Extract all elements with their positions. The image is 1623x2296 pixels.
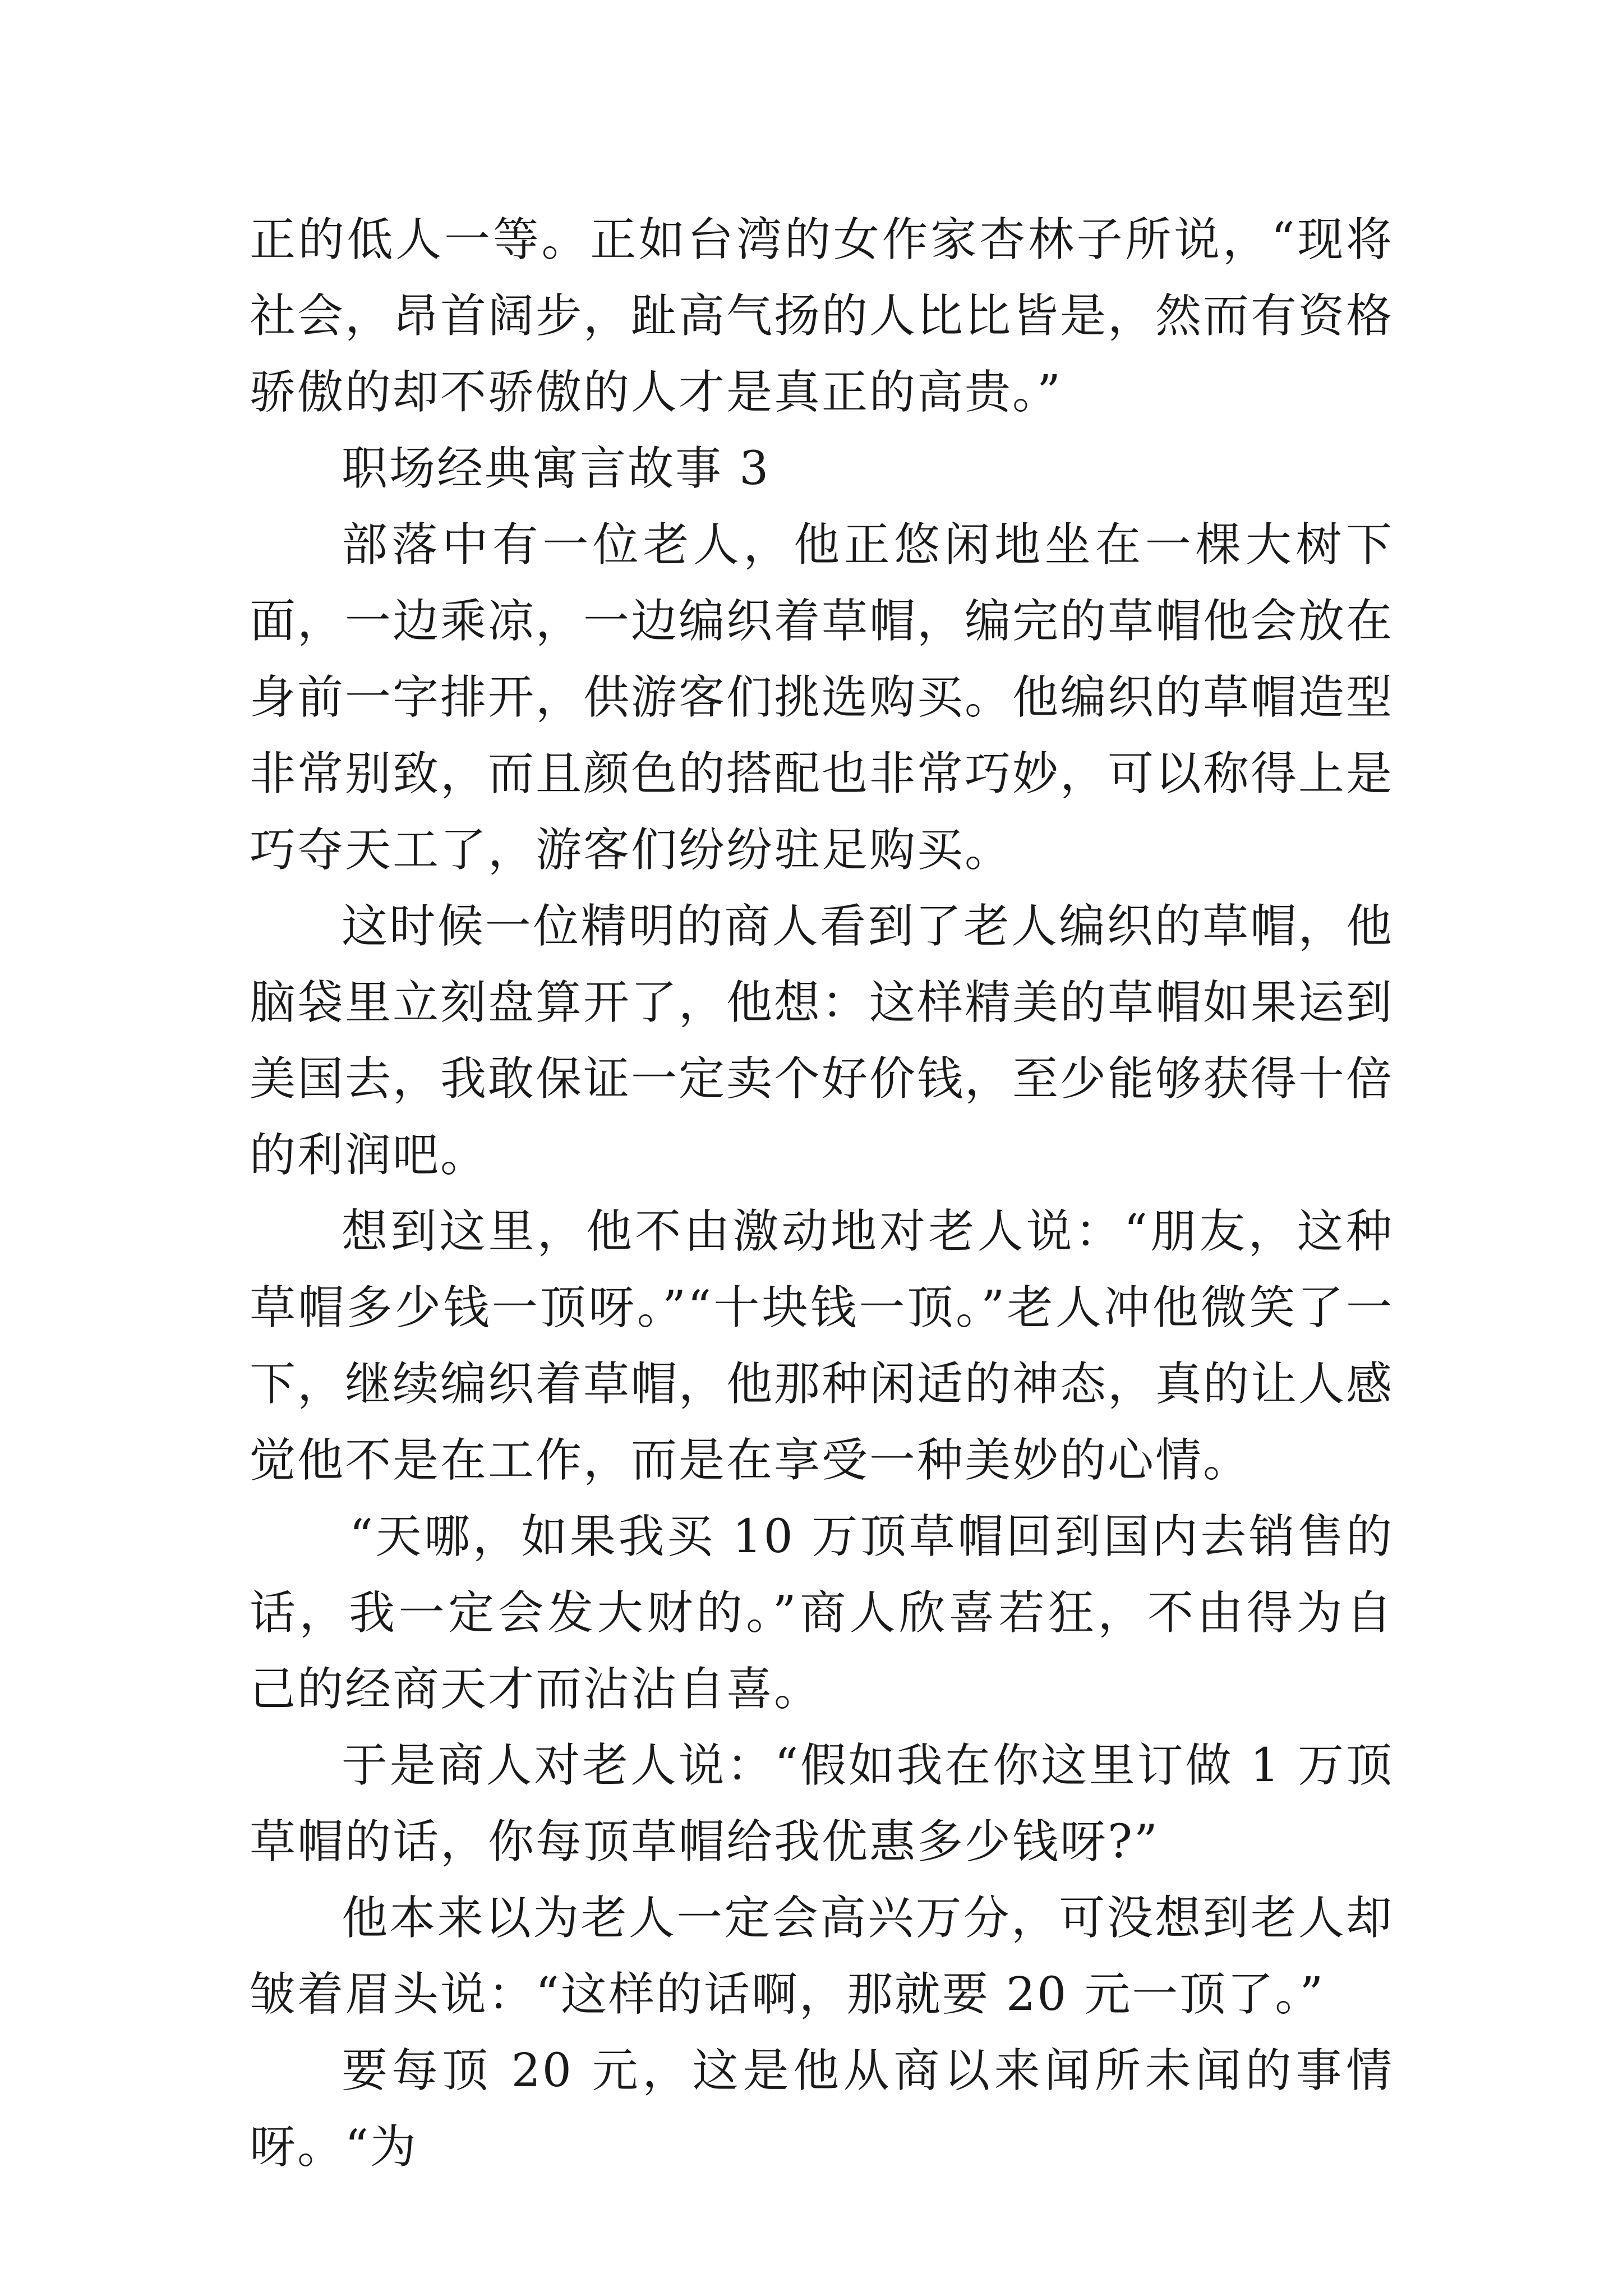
paragraph-price-question: 想到这里，他不由激动地对老人说：“朋友，这种草帽多少钱一顶呀。”“十块钱一顶。”老人冲他微笑了一下，继续编织着草帽，他那种闲适的神态，真的让人感觉他不是在工作，而是在享受一种美妙的心情。 [250,1205,1394,1487]
paragraph-bulk-order: 于是商人对老人说：“假如我在你这里订做 1 万顶草帽的话，你每顶草帽给我优惠多少钱呀?” [250,1739,1394,1869]
paragraph-merchant: 这时候一位精明的商人看到了老人编织的草帽，他脑袋里立刻盘算开了，他想：这样精美的草帽如果运到美国去，我敢保证一定卖个好价钱，至少能够获得十倍的利润吧。 [250,900,1394,1182]
document-body [250,202,1394,2185]
paragraph-old-man: 部落中有一位老人，他正悠闲地坐在一棵大树下面，一边乘凉，一边编织着草帽，编完的草帽他会放在身前一字排开，供游客们挑选购买。他编织的草帽造型非常别致，而且颜色的搭配也非常巧妙，可以称得上是巧夺天工了，游客们纷纷驻足购买。 [250,518,1394,877]
paragraph-intro-continuation: 正的低人一等。正如台湾的女作家杏林子所说，“现将社会，昂首阔步，趾高气扬的人比比皆是，然而有资格骄傲的却不骄傲的人才是真正的高贵。” [250,213,1394,419]
section-heading: 职场经典寓言故事 3 [342,442,771,495]
paragraph-surprise: 要每顶 20 元，这是他从商以来闻所未闻的事情呀。“为 [250,2044,1394,2174]
paragraph-old-man-reply: 他本来以为老人一定会高兴万分，可没想到老人却皱着眉头说：“这样的话啊，那就要 20 元一顶了。” [250,1892,1394,2021]
paragraph-merchant-excited: “天哪，如果我买 10 万顶草帽回到国内去销售的话，我一定会发大财的。”商人欣喜若狂，不由得为自己的经商天才而沾沾自喜。 [250,1510,1394,1716]
